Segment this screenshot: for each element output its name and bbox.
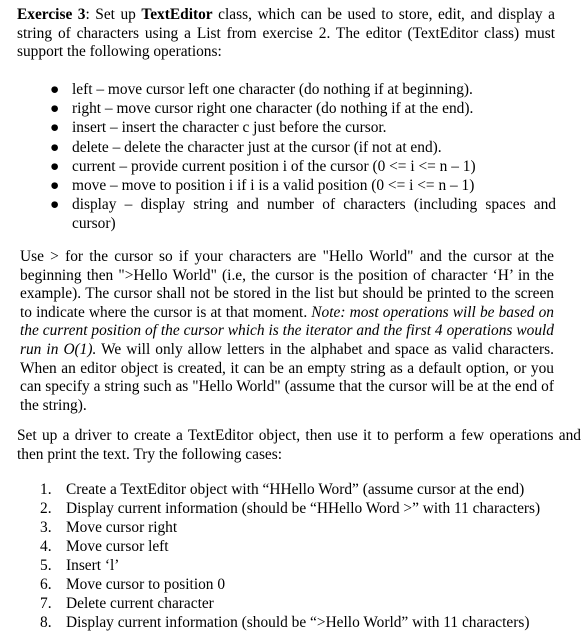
operation-left: ● left – move cursor left one character (do nothing if at beginning).: [50, 81, 473, 98]
operations-list: [48, 81, 556, 234]
exercise-heading: Exercise 3: [17, 6, 86, 23]
bullet-icon: ●: [50, 100, 60, 118]
operation-current: ● current – provide current position i of the cursor (0 <= i <= n – 1): [50, 157, 476, 175]
test-case: 7. Delete current character: [40, 594, 214, 612]
bullet-icon: ●: [50, 157, 60, 175]
test-case: 4. Move cursor left: [40, 537, 169, 555]
test-case: 6. Move cursor to position 0: [40, 575, 226, 593]
bullet-icon: ●: [50, 119, 60, 137]
test-cases-list: [40, 481, 585, 633]
cursor-note: Note: most operations will be based on the current position of the cursor which is the iterator and the first 4 operations would run in O(1).: [20, 303, 554, 358]
test-case: 2. Display current information (should be “HHello Word >” with 11 characters): [40, 499, 541, 517]
driver-paragraph: Set up a driver to create a TextEditor object, then use it to perform a few operations and then print the text. Try the following cases:: [17, 427, 581, 463]
test-case: 3. Move cursor right: [40, 518, 178, 536]
operation-display: ● display – display string and number of characters (including spaces and cursor): [50, 196, 556, 232]
cursor-text-b: We will only allow letters in the alphabet and space as valid characters. When an editor object is created, it can be an empty string as a default option, or you can specify a string such as "Hello World" (assume that the cursor will be at the end of the string).: [20, 340, 554, 414]
operation-insert: ● insert – insert the character c just before the cursor.: [50, 119, 387, 137]
bullet-icon: ●: [50, 176, 60, 194]
bullet-icon: ●: [50, 138, 60, 156]
intro-text-b: class, which can be used to store, edit, and display a string of characters using a List from exercise 2. The editor (TextEditor class) must support the following operations:: [17, 6, 555, 61]
operation-move: ● move – move to position i if i is a valid position (0 <= i <= n – 1): [50, 176, 475, 194]
test-case: 1. Create a TextEditor object with “HHello Word” (assume cursor at the end): [40, 481, 525, 498]
bullet-icon: ●: [50, 196, 60, 214]
intro-text-a: : Set up: [85, 6, 142, 23]
test-case: 5. Insert ‘l’: [40, 556, 120, 574]
test-case: 8. Display current information (should be “>Hello World” with 11 characters): [40, 613, 530, 631]
cursor-paragraph: [20, 248, 554, 415]
operation-delete: ● delete – delete the character just at the cursor (if not at end).: [50, 138, 442, 156]
operation-right: ● right – move cursor right one character (do nothing if at the end).: [50, 100, 474, 118]
cursor-text-a: Use > for the cursor so if your characters are "Hello World" and the cursor at the beginning then ">Hello World" (i.e, the cursor is the position of character ‘H’ in the example). The cursor shall not be stored in the list but should be printed to the screen to indicate where the cursor is at that moment.: [20, 248, 554, 321]
exercise-intro: [17, 6, 555, 62]
class-name: TextEditor: [141, 6, 213, 23]
bullet-icon: ●: [50, 81, 60, 98]
